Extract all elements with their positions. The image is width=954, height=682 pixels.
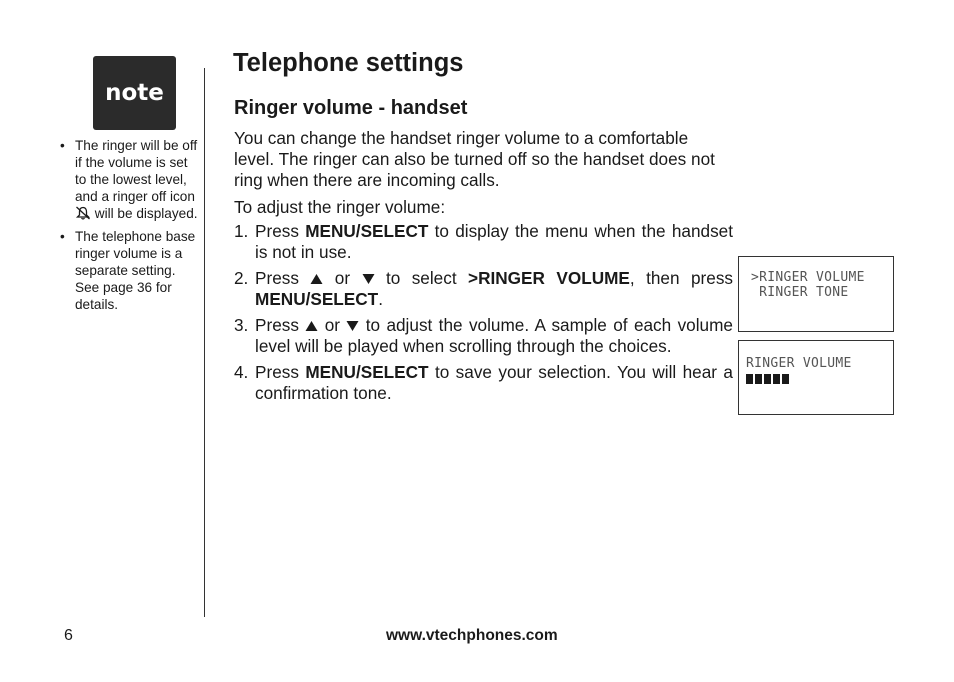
side-note-item: • The telephone base ringer volume is a separate setting. See page 36 for details.: [58, 228, 198, 313]
note-label: note: [105, 80, 164, 106]
page-title: Telephone settings: [233, 49, 464, 77]
triangle-up-icon: [310, 273, 323, 285]
column-divider: [204, 68, 205, 617]
step-2: 2. Press or to select >RINGER VOLUME, then press MENU/SELECT.: [234, 268, 734, 309]
triangle-down-icon: [346, 320, 359, 332]
key-menu-select: MENU/SELECT: [305, 221, 429, 241]
footer-url: www.vtechphones.com: [386, 627, 558, 644]
volume-bar: [773, 374, 780, 384]
step-1: 1. Press MENU/SELECT to display the menu when the handset is not in use.: [234, 221, 733, 262]
lcd-screen-menu: [738, 256, 894, 332]
intro-paragraph: You can change the handset ringer volume to a comfortable level. The ringer can also be turned off so the handset does not ring when there are incoming calls.: [234, 128, 715, 190]
page-number: 6: [64, 627, 73, 644]
lcd-line: RINGER VOLUME: [746, 356, 852, 371]
side-notes: [58, 137, 198, 319]
step-4: 4. Press MENU/SELECT to save your selection. You will hear a confirmation tone.: [234, 362, 733, 403]
steps-list: [234, 221, 733, 409]
section-title: Ringer volume - handset: [234, 97, 468, 119]
triangle-down-icon: [362, 273, 375, 285]
menu-ringer-volume: >RINGER VOLUME: [468, 268, 630, 288]
volume-bar: [782, 374, 789, 384]
key-menu-select: MENU/SELECT: [305, 362, 429, 382]
lcd-line: RINGER TONE: [751, 285, 849, 300]
triangle-up-icon: [305, 320, 318, 332]
key-menu-select: MENU/SELECT: [255, 289, 379, 309]
bell-off-icon: [75, 206, 91, 220]
side-note-item: • The ringer will be off if the volume is set to the lowest level, and a ringer off icon will be displayed.: [58, 137, 198, 222]
note-badge: [93, 56, 176, 130]
volume-bar: [755, 374, 762, 384]
volume-level-bars: [746, 374, 789, 384]
volume-bar: [746, 374, 753, 384]
adjust-intro: To adjust the ringer volume:: [234, 197, 446, 217]
lcd-line: >RINGER VOLUME: [751, 270, 865, 285]
volume-bar: [764, 374, 771, 384]
lcd-screen-volume: [738, 340, 894, 415]
step-3: 3. Press or to adjust the volume. A sample of each volume level will be played when scrolling through the choices.: [234, 315, 733, 356]
